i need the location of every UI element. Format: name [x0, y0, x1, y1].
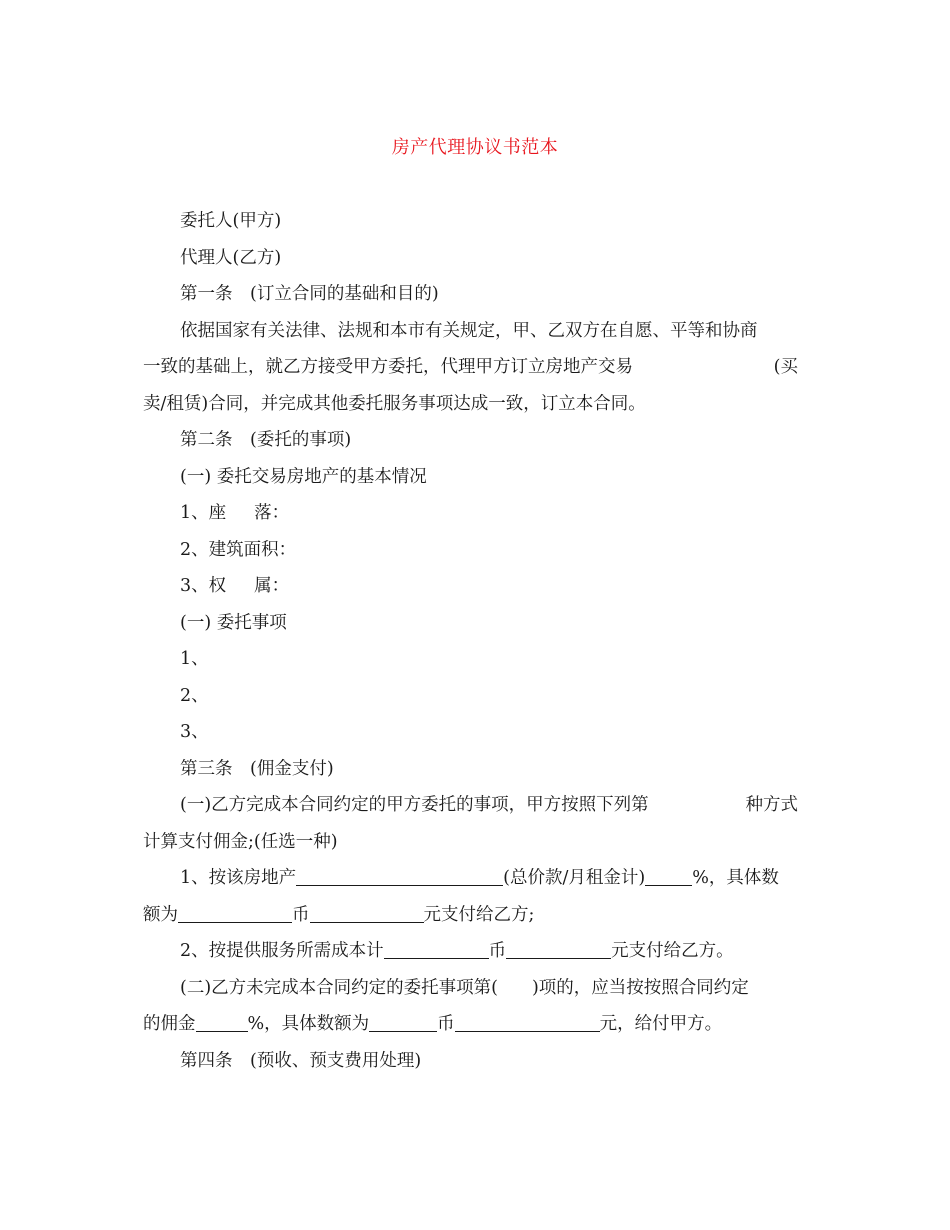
item-area: 2、建筑面积：	[180, 539, 297, 560]
article-3-para-2-text-a: (二)乙方未完成本合同约定的委托事项第(	[180, 977, 498, 998]
para-2-percent: %，具体数额为	[247, 1014, 370, 1034]
document-body	[143, 203, 798, 1079]
item-owner-label-b: 属：	[254, 576, 290, 596]
option-1-payment: 元支付给乙方;	[423, 904, 535, 925]
blank-field[interactable]	[178, 903, 292, 922]
blank-field[interactable]	[310, 903, 424, 922]
item-owner	[143, 568, 798, 605]
article-2-subsection-2: (一) 委托事项	[180, 612, 287, 633]
article-4-heading: 第四条 (预收、预支费用处理)	[180, 1050, 422, 1071]
article-2-heading: 第二条 (委托的事项)	[180, 430, 352, 450]
article-1-heading: 第一条 (订立合同的基础和目的)	[180, 284, 439, 304]
agent-line: 代理人(乙方)	[180, 247, 282, 268]
article-3-para-2-text-b: )项的，应当按按照合同约定	[531, 977, 749, 998]
option-2-currency: 币	[488, 941, 507, 961]
article-3-option-2	[143, 933, 798, 970]
article-3-para-2-line-1	[143, 970, 798, 1007]
article-1-line-3: 卖/租赁)合同，并完成其他委托服务事项达成一致，订立本合同。	[143, 393, 646, 414]
article-3-option-1-line-1	[143, 860, 798, 897]
task-item-1: 1、	[180, 649, 209, 669]
article-3-heading: 第三条 (佣金支付)	[180, 758, 334, 779]
blank-field[interactable]	[369, 1013, 437, 1032]
client-line: 委托人(甲方)	[180, 211, 282, 231]
article-3-para-1-text: (一)乙方完成本合同约定的甲方委托的事项，甲方按照下列第	[180, 795, 649, 815]
option-2-label: 2、按提供服务所需成本计	[180, 941, 384, 961]
item-location-label-b: 落：	[254, 503, 290, 523]
option-1-basis: (总价款/月租金计)	[503, 868, 646, 888]
option-1-label: 1、按该房地产	[180, 868, 297, 888]
para-2-payment: 元，给付甲方。	[599, 1014, 723, 1034]
item-location	[143, 495, 798, 532]
option-1-currency: 币	[292, 904, 310, 925]
blank-field[interactable]	[455, 1013, 600, 1032]
blank-field[interactable]	[384, 940, 489, 959]
blank-field[interactable]	[296, 867, 503, 886]
task-item-2: 2、	[180, 685, 209, 706]
article-3-para-1-line-2: 计算支付佣金;(任选一种)	[143, 831, 338, 852]
article-3-para-1-line-1	[143, 787, 798, 824]
article-3-option-1-line-2	[143, 897, 798, 934]
article-3-para-2-line-2	[143, 1006, 798, 1043]
item-location-label-a: 1、座	[180, 503, 227, 523]
blank-field[interactable]	[645, 867, 692, 886]
task-item-3: 3、	[180, 722, 209, 742]
blank-field[interactable]	[196, 1013, 248, 1032]
article-1-line-2	[143, 349, 798, 386]
article-3-para-1-end: 种方式	[745, 795, 798, 815]
item-owner-label-a: 3、权	[180, 576, 227, 596]
option-1-amount-label: 额为	[143, 904, 178, 925]
document-title: 房产代理协议书范本	[391, 137, 559, 158]
article-2-subsection-1: (一) 委托交易房地产的基本情况	[180, 466, 427, 487]
article-1-line-2-text: 一致的基础上，就乙方接受甲方委托，代理甲方订立房地产交易	[143, 357, 633, 377]
article-1-line-1: 依据国家有关法律、法规和本市有关规定，甲、乙双方在自愿、平等和协商	[180, 320, 758, 341]
option-2-payment: 元支付给乙方。	[611, 941, 734, 961]
para-2-currency: 币	[437, 1014, 455, 1034]
option-1-percent: %，具体数	[692, 868, 779, 888]
article-1-line-2-end: (买	[773, 357, 798, 377]
blank-field[interactable]	[506, 940, 611, 959]
para-2-commission: 的佣金	[143, 1014, 196, 1034]
